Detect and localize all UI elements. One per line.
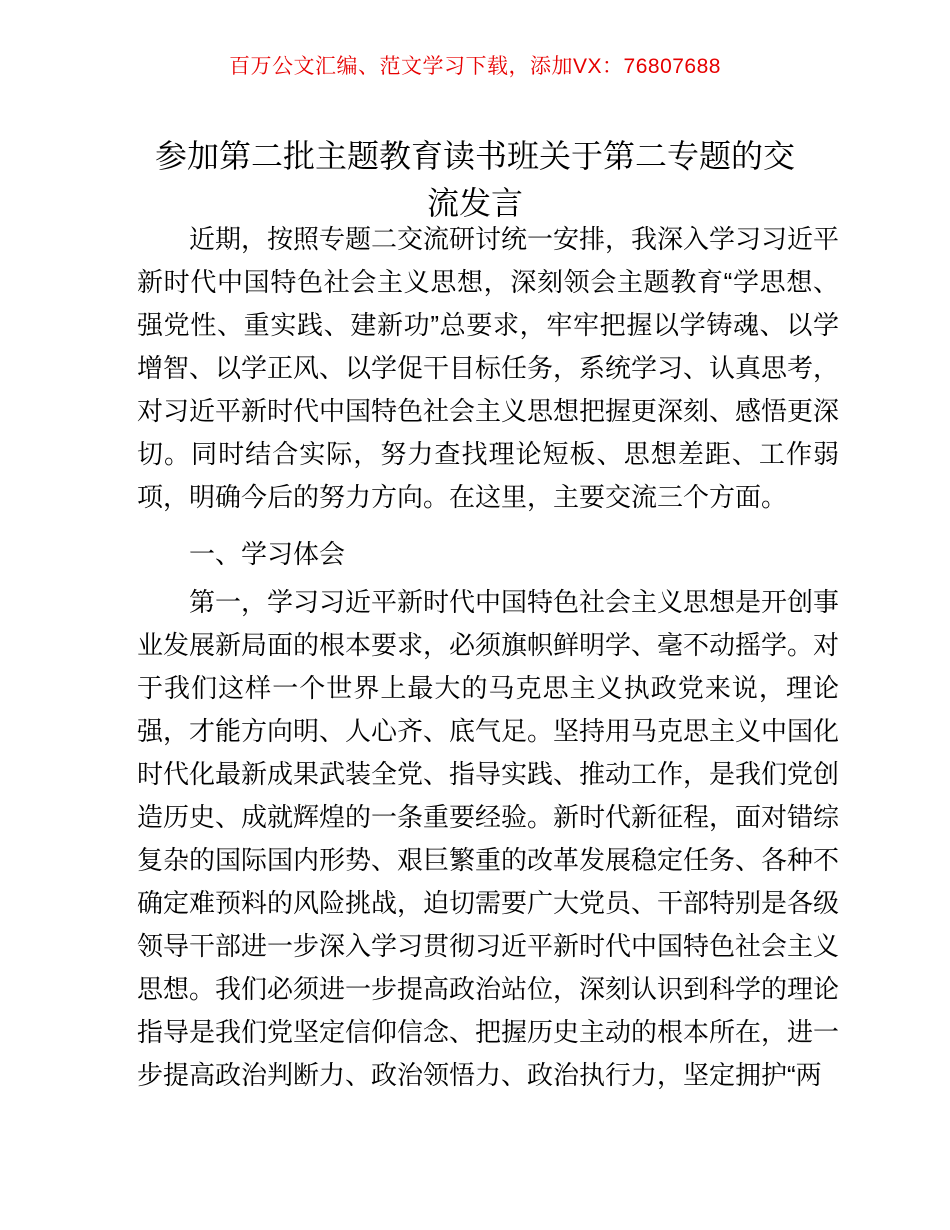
promo-notice: 百万公文汇编、范文学习下载，添加VX：76807688 [229, 55, 721, 78]
document-title: 参加第二批主题教育读书班关于第二专题的交流发言 [154, 138, 795, 222]
paragraph-intro: 近期，按照专题二交流研讨统一安排，我深入学习习近平新时代中国特色社会主义思想，深刻领会主题教育“学思想、强党性、重实践、建新功”总要求，牢牢把握以学铸魂、以学增智、以学正风、以学促干目标任务，系统学习、认真思考，对习近平新时代中国特色社会主义思想把握更深刻、感悟更深切。同时结合实际，努力查找理论短板、思想差距、工作弱项，明确今后的努力方向。在这里，主要交流三个方面。 [137, 224, 840, 512]
document-body [137, 218, 839, 1097]
section-heading-1: 一、学习体会 [189, 539, 346, 569]
paragraph-point-1: 第一，学习习近平新时代中国特色社会主义思想是开创事业发展新局面的根本要求，必须旗帜鲜明学、毫不动摇学。对于我们这样一个世界上最大的马克思主义执政党来说，理论强，才能方向明、人心齐、底气足。坚持用马克思主义中国化时代化最新成果武装全党、指导实践、推动工作，是我们党创造历史、成就辉煌的一条重要经验。新时代新征程，面对错综复杂的国际国内形势、艰巨繁重的改革发展稳定任务、各种不确定难预料的风险挑战，迫切需要广大党员、干部特别是各级领导干部进一步深入学习贯彻习近平新时代中国特色社会主义思想。我们必须进一步提高政治站位，深刻认识到科学的理论指导是我们党坚定信仰信念、把握历史主动的根本所在，进一步提高政治判断力、政治领悟力、政治执行力，坚定拥护“两 [137, 587, 840, 1090]
